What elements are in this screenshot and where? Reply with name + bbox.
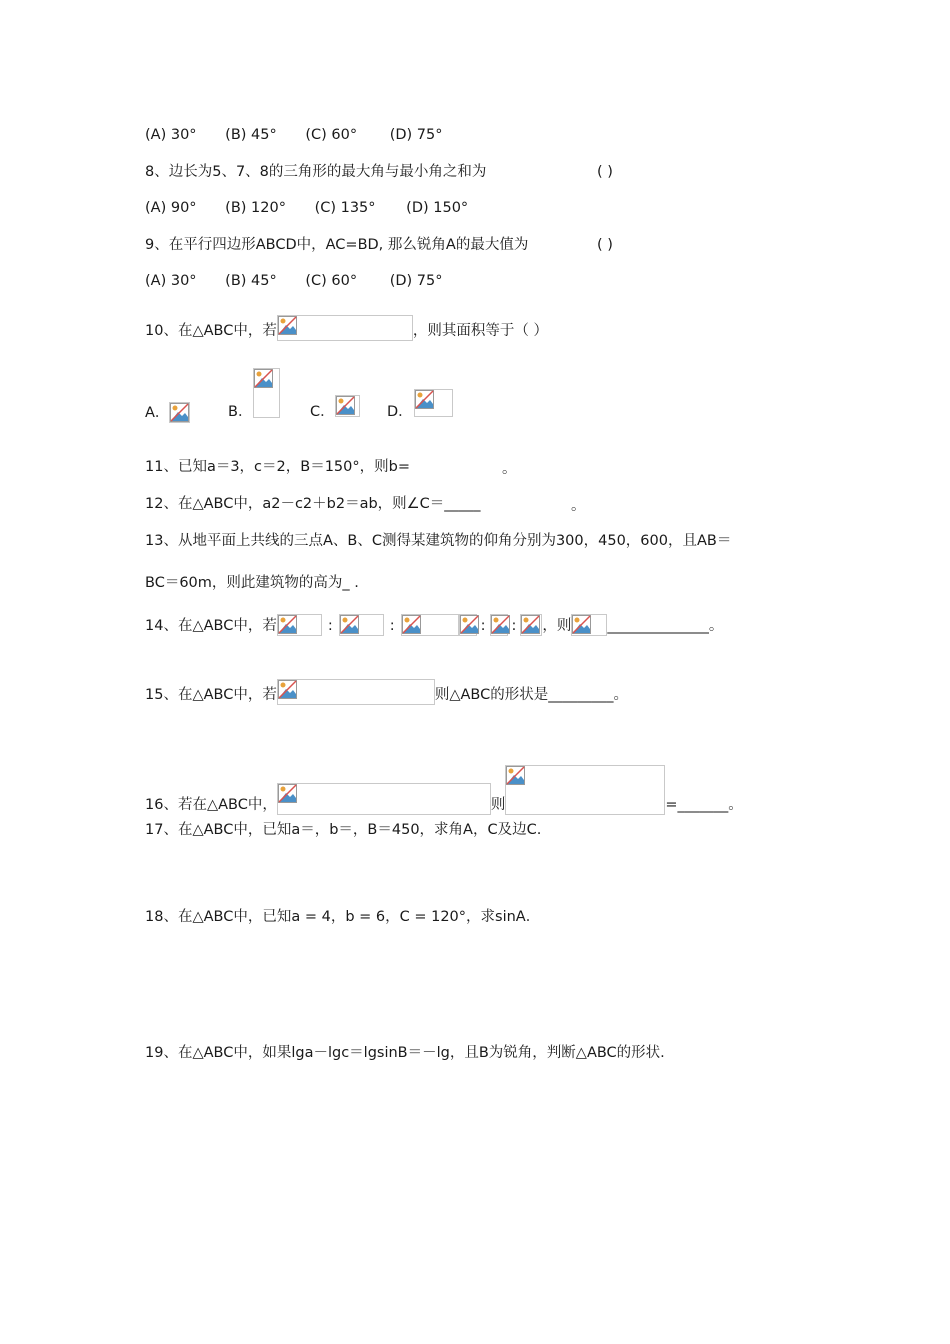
q14-image-3-icon <box>401 614 459 636</box>
q14-image-6-icon <box>520 614 542 636</box>
question-10 <box>145 315 548 341</box>
q12-end: 。 <box>571 498 586 514</box>
q7-option-d: (D) 75° <box>389 127 443 143</box>
q8-option-b: (B) 120° <box>225 200 286 216</box>
q10-options <box>145 402 190 423</box>
q14-colon-2: : <box>389 618 395 634</box>
q10-option-a-label: A． <box>145 405 170 421</box>
question-9 <box>145 235 528 255</box>
q17-text: 17、在△ABC中，已知a＝，b＝，B＝450，求角A，C及边C. <box>145 822 542 838</box>
question-16 <box>145 765 743 815</box>
q16-formula-image-1-icon <box>277 783 491 815</box>
question-18 <box>145 907 540 927</box>
q16-formula-image-2-icon <box>505 765 665 815</box>
q14-image-7-icon <box>571 614 607 636</box>
q14-image-1-icon <box>277 614 322 636</box>
q18-text: 18、在△ABC中，已知a = 4，b = 6，C = 120°，求sinA． <box>145 909 541 925</box>
q10-option-d-label: D． <box>387 404 413 420</box>
q15-suffix: 则△ABC的形状是_________。 <box>434 687 628 703</box>
q16-suffix: =_______。 <box>665 797 743 813</box>
q7-option-c: (C) 60° <box>305 127 358 143</box>
q10-option-c-label: C． <box>310 404 335 420</box>
q16-prefix: 16、若在△ABC中， <box>145 797 277 813</box>
q10-option-a-image-icon <box>169 402 190 423</box>
q9-answer-paren: ( ) <box>597 237 613 253</box>
q14-colon-4: : <box>511 618 517 634</box>
q7-options <box>145 125 443 145</box>
q14-colon-1: : <box>327 618 333 634</box>
q12-text: 12、在△ABC中，a2－c2＋b2＝ab，则∠C＝_____ <box>145 496 481 512</box>
q9-options <box>145 271 443 291</box>
q7-option-a: (A) 30° <box>145 127 197 143</box>
q9-option-a: (A) 30° <box>145 273 197 289</box>
q14-blank: ______________ <box>607 618 709 634</box>
q9-option-d: (D) 75° <box>389 273 443 289</box>
q14-image-4-icon <box>459 614 477 636</box>
q11-end: 。 <box>502 461 517 477</box>
q14-prefix: 14、在△ABC中，若 <box>145 618 277 634</box>
q11-text: 11、已知a＝3，c＝2，B＝150°，则b= <box>145 459 410 475</box>
q10-option-b-image-icon <box>253 368 280 418</box>
question-19 <box>145 1043 665 1063</box>
q14-image-2-icon <box>339 614 384 636</box>
question-13-line-1: 13、从地平面上共线的三点A、B、C测得某建筑物的仰角分别为300，450，600，且AB＝ <box>145 533 732 549</box>
q10-option-d-image-icon <box>414 389 453 417</box>
q14-end: 。 <box>708 618 724 634</box>
q8-option-a: (A) 90° <box>145 200 197 216</box>
q9-option-c: (C) 60° <box>305 273 358 289</box>
q14-image-5-icon <box>490 614 508 636</box>
question-12 <box>145 494 481 514</box>
q10-formula-image-icon <box>277 315 413 341</box>
question-17 <box>145 820 541 840</box>
q9-option-b: (B) 45° <box>225 273 277 289</box>
question-11 <box>145 457 410 477</box>
q10-suffix: ，则其面积等于（ ） <box>412 323 548 339</box>
q10-option-c-image-icon <box>335 395 360 417</box>
q7-option-b: (B) 45° <box>225 127 277 143</box>
q15-prefix: 15、在△ABC中，若 <box>145 687 277 703</box>
question-13-line-2: BC＝60m，则此建筑物的高为_ . <box>145 575 359 591</box>
q10-option-b-label: B． <box>228 404 253 420</box>
q14-colon-3: : <box>480 618 486 634</box>
q14-comma: ，则 <box>542 618 572 634</box>
question-14 <box>145 614 723 636</box>
question-15 <box>145 679 628 705</box>
q8-option-d: (D) 150° <box>406 200 469 216</box>
question-8 <box>145 162 486 182</box>
q8-option-c: (C) 135° <box>314 200 376 216</box>
q19-text: 19、在△ABC中，如果lga－lgc＝lgsinB＝－lg，且B为锐角，判断△ABC的形状. <box>145 1045 665 1061</box>
q10-prefix: 10、在△ABC中，若 <box>145 323 277 339</box>
q9-text: 9、在平行四边形ABCD中，AC=BD, 那么锐角A的最大值为 <box>145 237 529 253</box>
q16-mid: 则 <box>490 797 506 813</box>
q8-text: 8、边长为5、7、8的三角形的最大角与最小角之和为 <box>145 164 487 180</box>
q8-options <box>145 198 468 218</box>
q15-formula-image-icon <box>277 679 435 705</box>
q8-answer-paren: ( ) <box>597 164 613 180</box>
